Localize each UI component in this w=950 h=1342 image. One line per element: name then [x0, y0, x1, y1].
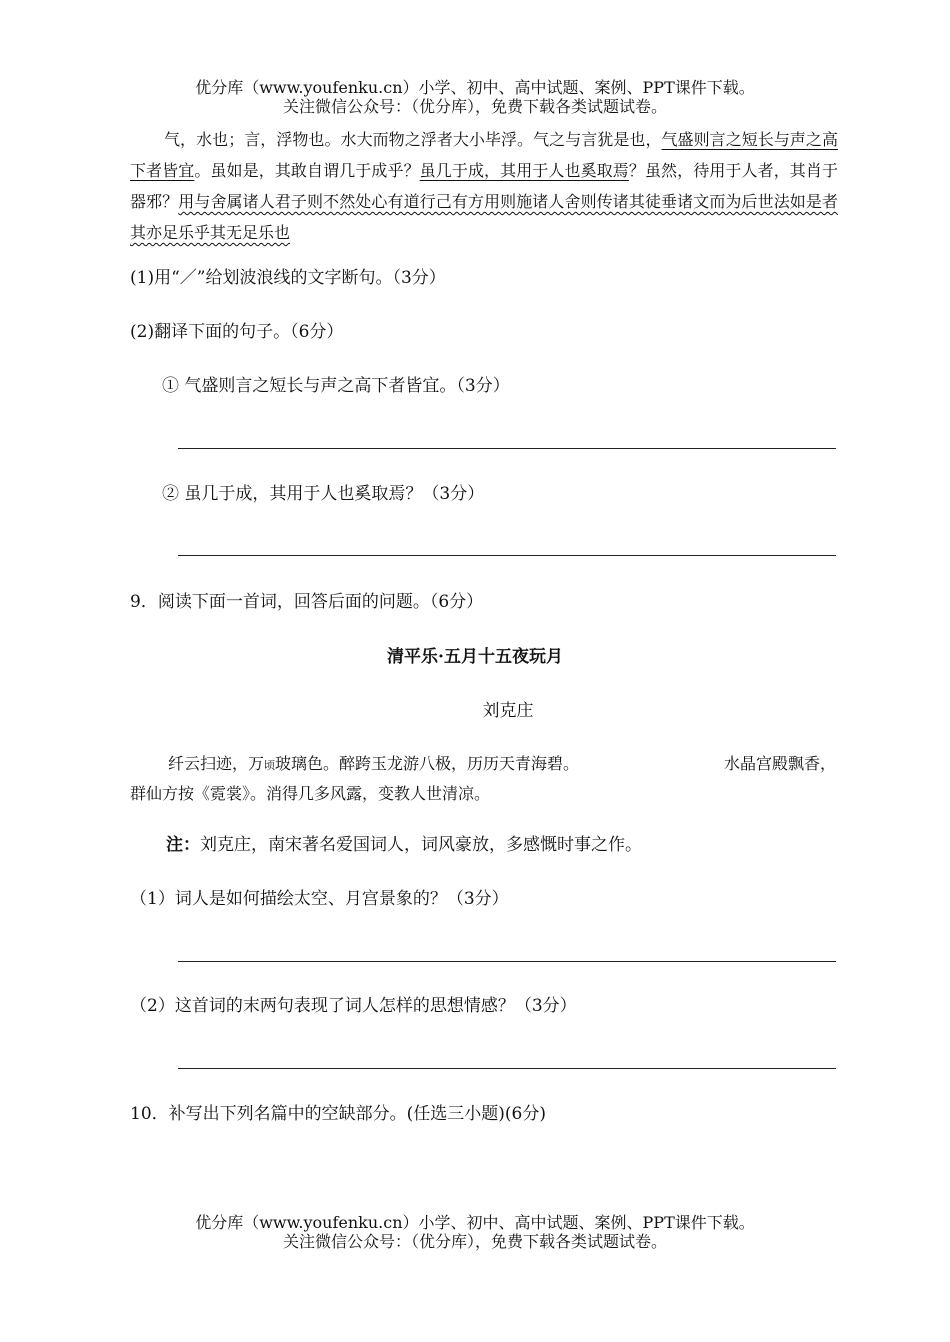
q8-item2: ② 虽几于成，其用于人也奚取焉？（3分） — [162, 484, 485, 504]
poem-line-1-small-char: 顷 — [264, 759, 276, 772]
passage-sentence-1: 气，水也；言，浮物也。水大而物之浮者大小毕浮。气之与言犹是也， — [164, 130, 662, 149]
poem-line-1-part-c: 水晶宫殿飘香， — [724, 754, 837, 773]
page-header-line1: 优分库（www.youfenku.cn）小学、初中、高中试题、案例、PPT课件下载。 — [195, 78, 755, 97]
answer-line[interactable] — [178, 448, 836, 449]
passage-wavy-text: 用与舍属诸人君子则不然处心有道行己有方用则施诸人舍则传诸其徒垂诸文而为后世法如是者其亦足乐乎其无足乐也 — [130, 192, 838, 242]
classical-passage — [130, 124, 838, 248]
q9-prompt: 9．阅读下面一首词，回答后面的问题。（6分） — [130, 592, 484, 612]
poem-title: 清平乐·五月十五夜玩月 — [387, 647, 563, 667]
poem-line-2: 群仙方按《霓裳》。消得几多风露，变教人世清凉。 — [130, 784, 491, 803]
poem-author: 刘克庄 — [482, 701, 534, 721]
q9-sub2: （2）这首词的末两句表现了词人怎样的思想情感？（3分） — [130, 996, 577, 1016]
answer-line[interactable] — [178, 555, 836, 556]
passage-sentence-3: 。虽如是，其敢自谓几于成乎？ — [194, 161, 420, 180]
page-footer-line1: 优分库（www.youfenku.cn）小学、初中、高中试题、案例、PPT课件下载。 — [195, 1213, 755, 1232]
passage-underlined-sentence-1: 气盛则言之短长与声之高下者皆宜 — [130, 130, 838, 180]
poem-note-text: 刘克庄，南宋著名爱国词人，词风豪放，多感慨时事之作。 — [200, 835, 642, 855]
q9-sub1: （1）词人是如何描绘太空、月宫景象的？（3分） — [130, 889, 509, 909]
answer-line[interactable] — [178, 961, 836, 962]
q8-sub2: (2)翻译下面的句子。（6分） — [130, 322, 344, 342]
q10-prompt: 10．补写出下列名篇中的空缺部分。(任选三小题)(6分) — [130, 1104, 546, 1124]
page-header-line2: 关注微信公众号：（优分库），免费下载各类试题试卷。 — [282, 97, 667, 116]
answer-line[interactable] — [178, 1068, 836, 1069]
q8-sub1: (1)用“／”给划波浪线的文字断句。（3分） — [130, 268, 446, 288]
poem-note-label: 注： — [166, 835, 200, 855]
poem-line-1-part-a: 纤云扫迹，万 — [168, 754, 265, 773]
q8-item1: ① 气盛则言之短长与声之高下者皆宜。（3分） — [162, 376, 510, 396]
passage-underlined-sentence-2: 虽几于成，其用于人也奚取焉 — [419, 161, 629, 180]
page-footer-line2: 关注微信公众号：（优分库），免费下载各类试题试卷。 — [282, 1232, 667, 1251]
passage-sentence-5: ？虽然，待用于人者，其肖于器邪？ — [130, 161, 838, 211]
poem-line-1-part-b: 玻璃色。醉跨玉龙游八极，历历天青海碧。 — [275, 754, 580, 773]
poem-note — [166, 830, 642, 861]
poem-line-1 — [168, 748, 579, 781]
